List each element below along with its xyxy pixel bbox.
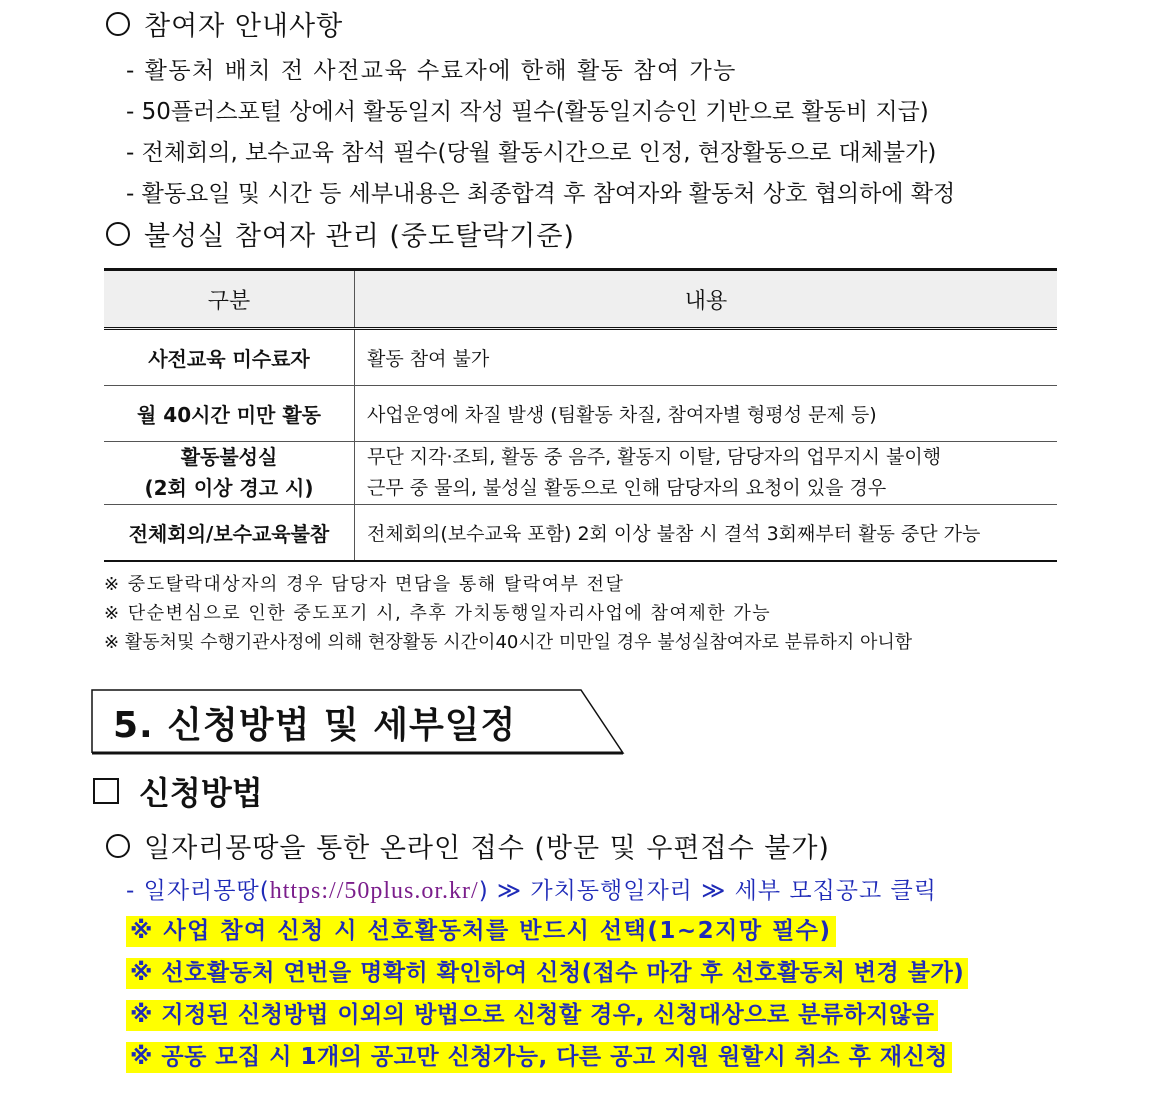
notice-item: - 50플러스포털 상에서 활동일지 작성 필수(활동일지승인 기반으로 활동비 지급) [126, 99, 929, 125]
row-category: 월 40시간 미만 활동 [104, 386, 355, 442]
row-content-line: 무단 지각·조퇴, 활동 중 음주, 활동지 이탈, 담당자의 업무지시 불이행 [367, 446, 942, 468]
highlight-note: ※ 지정된 신청방법 이외의 방법으로 신청할 경우, 신청대상으로 분류하지않음 [126, 996, 938, 1029]
circle-bullet-icon [106, 12, 130, 36]
row-content-line: 근무 중 물의, 불성실 활동으로 인해 담당자의 요청이 있을 경우 [367, 477, 887, 499]
application-path: - 일자리몽땅(https://50plus.or.kr/) ≫ 가치동행일자리 ≫ 세부 모집공고 클릭 [126, 878, 937, 904]
column-header: 내용 [355, 270, 1058, 329]
row-category [104, 442, 355, 505]
row-category: 사전교육 미수료자 [104, 329, 355, 386]
row-category-line: 활동불성실 [180, 445, 278, 469]
footnote: ※ 중도탈락대상자의 경우 담당자 면담을 통해 탈락여부 전달 [104, 574, 625, 595]
dropout-heading: 불성실 참여자 관리 (중도탈락기준) [106, 214, 575, 253]
row-content: 전체회의(보수교육 포함) 2회 이상 불참 시 결석 3회째부터 활동 중단 가능 [355, 505, 1058, 562]
footnote: ※ 단순변심으로 인한 중도포기 시, 추후 가치동행일자리사업에 참여제한 가능 [104, 603, 772, 624]
circle-bullet-icon [106, 834, 130, 858]
row-category-line: (2회 이상 경고 시) [144, 476, 314, 500]
highlight-note: ※ 선호활동처 연번을 명확히 확인하여 신청(접수 마감 후 선호활동처 변경 불가) [126, 954, 968, 987]
section-title-box [91, 689, 621, 753]
footnote: ※ 활동처및 수행기관사정에 의해 현장활동 시간이40시간 미만일 경우 불성실참여자로 분류하지 아니함 [104, 632, 913, 653]
highlight-note: ※ 사업 참여 신청 시 선호활동처를 반드시 선택(1~2지망 필수) [126, 912, 836, 945]
column-header: 구분 [104, 270, 355, 329]
table-row [104, 386, 1057, 442]
dropout-criteria-table [104, 268, 1057, 562]
table-row [104, 329, 1057, 386]
table-header-row [104, 270, 1057, 329]
application-heading: 일자리몽땅을 통한 온라인 접수 (방문 및 우편접수 불가) [106, 826, 830, 865]
row-content [355, 442, 1058, 505]
table-row [104, 442, 1057, 505]
table-row [104, 505, 1057, 562]
notice-item: - 활동처 배치 전 사전교육 수료자에 한해 활동 참여 가능 [126, 58, 737, 84]
circle-bullet-icon [106, 222, 130, 246]
site-url-link[interactable]: https://50plus.or.kr/ [269, 878, 479, 904]
square-bullet-icon [93, 778, 119, 804]
section-title: 5. 신청방법 및 세부일정 [113, 705, 517, 746]
notice-item: - 활동요일 및 시간 등 세부내용은 최종합격 후 참여자와 활동처 상호 협의하에 확정 [126, 181, 956, 207]
notice-item: - 전체회의, 보수교육 참석 필수(당월 활동시간으로 인정, 현장활동으로 대체불가) [126, 140, 937, 166]
row-content: 사업운영에 차질 발생 (팀활동 차질, 참여자별 형평성 문제 등) [355, 386, 1058, 442]
highlight-note: ※ 공동 모집 시 1개의 공고만 신청가능, 다른 공고 지원 원할시 취소 후 재신청 [126, 1038, 952, 1071]
row-content: 활동 참여 불가 [355, 329, 1058, 386]
row-category: 전체회의/보수교육불참 [104, 505, 355, 562]
application-method-heading: 신청방법 [93, 768, 263, 814]
participant-notice-heading: 참여자 안내사항 [106, 4, 343, 43]
